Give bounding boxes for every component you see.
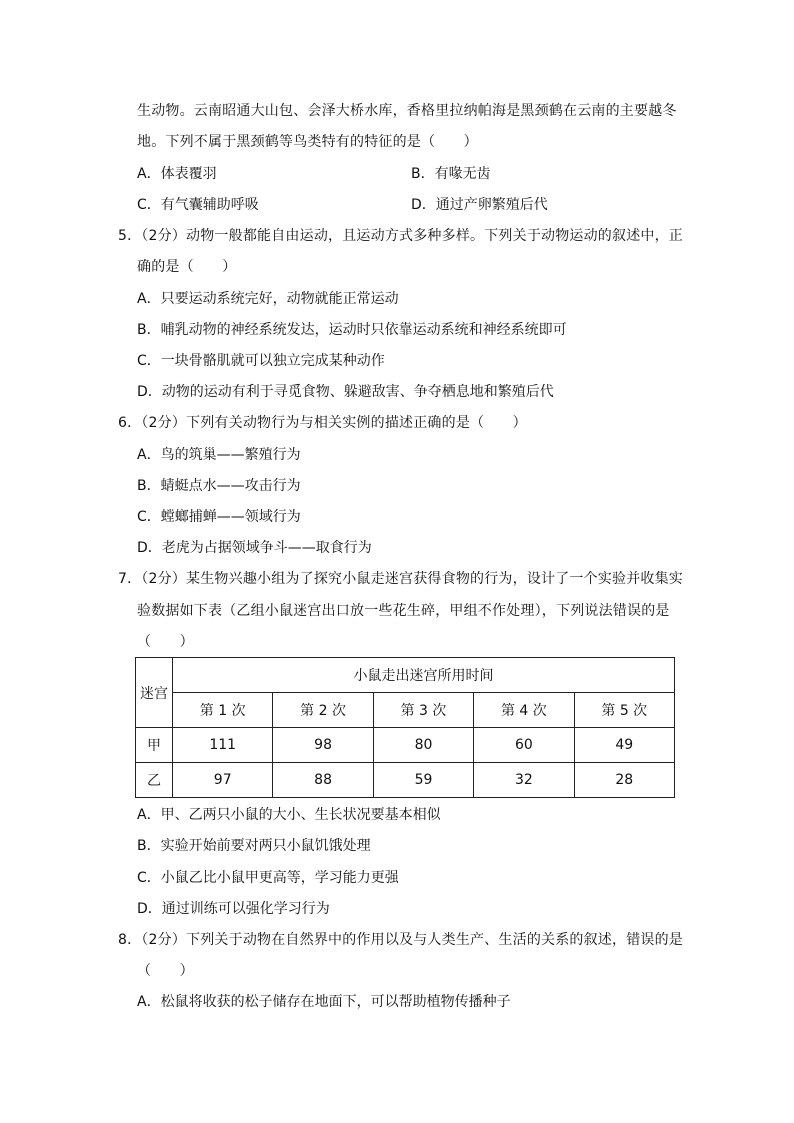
table-row [136,728,675,763]
q5-option-a: A．只要运动系统完好，动物就能正常运动 [137,291,399,307]
trial-header: 第 4 次 [474,693,574,728]
q7-option-b: B．实验开始前要对两只小鼠饥饿处理 [137,838,371,854]
q6-option-a: A．鸟的筑巢——繁殖行为 [137,447,301,463]
q7-option-a: A．甲、乙两只小鼠的大小、生长状况要基本相似 [137,807,441,823]
table-cell: 28 [574,763,674,798]
group-label: 甲 [136,728,173,763]
table-header-row [136,658,675,693]
q8-stem-line-1: 8．（2分）下列关于动物在自然界中的作用以及与人类生产、生活的关系的叙述，错误的是 [118,932,684,948]
q6-stem: 6．（2分）下列有关动物行为与相关实例的描述正确的是（ ） [118,415,527,431]
q7-option-d: D．通过训练可以强化学习行为 [137,901,330,917]
q4-option-d: D．通过产卵繁殖后代 [411,197,548,213]
q5-stem-line-2: 确的是（ ） [137,259,237,275]
table-cell: 32 [474,763,574,798]
trial-header: 第 5 次 [574,693,674,728]
table-cell: 59 [373,763,473,798]
table-cell: 98 [273,728,373,763]
table-cell: 80 [373,728,473,763]
q8-option-a: A．松鼠将收获的松子储存在地面下，可以帮助植物传播种子 [137,994,511,1010]
table-cell: 49 [574,728,674,763]
q6-option-c: C．螳螂捕蝉——领域行为 [137,509,301,525]
table-corner-cell: 迷宫 [136,658,173,728]
q7-stem-line-1: 7．（2分）某生物兴趣小组为了探究小鼠走迷宫获得食物的行为，设计了一个实验并收集实 [118,571,684,587]
q4-text-line-1: 生动物。云南昭通大山包、会泽大桥水库，香格里拉纳帕海是黑颈鹤在云南的主要越冬 [137,103,677,119]
table-trials-row [136,693,675,728]
trial-header: 第 2 次 [273,693,373,728]
table-cell: 111 [173,728,273,763]
table-row [136,763,675,798]
q5-option-b: B．哺乳动物的神经系统发达，运动时只依靠运动系统和神经系统即可 [137,322,567,338]
q4-option-c: C．有气囊辅助呼吸 [137,197,259,213]
q7-option-c: C．小鼠乙比小鼠甲更高等，学习能力更强 [137,870,399,886]
q5-stem-line-1: 5．（2分）动物一般都能自由运动，且运动方式多种多样。下列关于动物运动的叙述中，正 [118,228,684,244]
q7-stem-line-3: （ ） [137,634,194,650]
trial-header: 第 3 次 [373,693,473,728]
q7-stem-line-2: 验数据如下表（乙组小鼠迷宫出口放一些花生碎，甲组不作处理），下列说法错误的是 [137,603,670,619]
q6-option-d: D．老虎为占据领域争斗——取食行为 [137,540,372,556]
q6-option-b: B．蜻蜓点水——攻击行为 [137,478,301,494]
table-cell: 97 [173,763,273,798]
q5-option-c: C．一块骨骼肌就可以独立完成某种动作 [137,353,385,369]
table-cell: 60 [474,728,574,763]
q8-stem-line-2: （ ） [137,963,194,979]
q4-option-b: B．有喙无齿 [411,166,491,182]
q4-option-a: A．体表覆羽 [137,166,217,182]
trial-header: 第 1 次 [173,693,273,728]
q4-text-line-2: 地。下列不属于黑颈鹤等鸟类特有的特征的是（ ） [137,134,478,150]
maze-time-table [135,657,675,798]
table-header-cell: 小鼠走出迷宫所用时间 [173,658,675,693]
table-cell: 88 [273,763,373,798]
q5-option-d: D．动物的运动有利于寻觅食物、躲避敌害、争夺栖息地和繁殖后代 [137,384,554,400]
group-label: 乙 [136,763,173,798]
